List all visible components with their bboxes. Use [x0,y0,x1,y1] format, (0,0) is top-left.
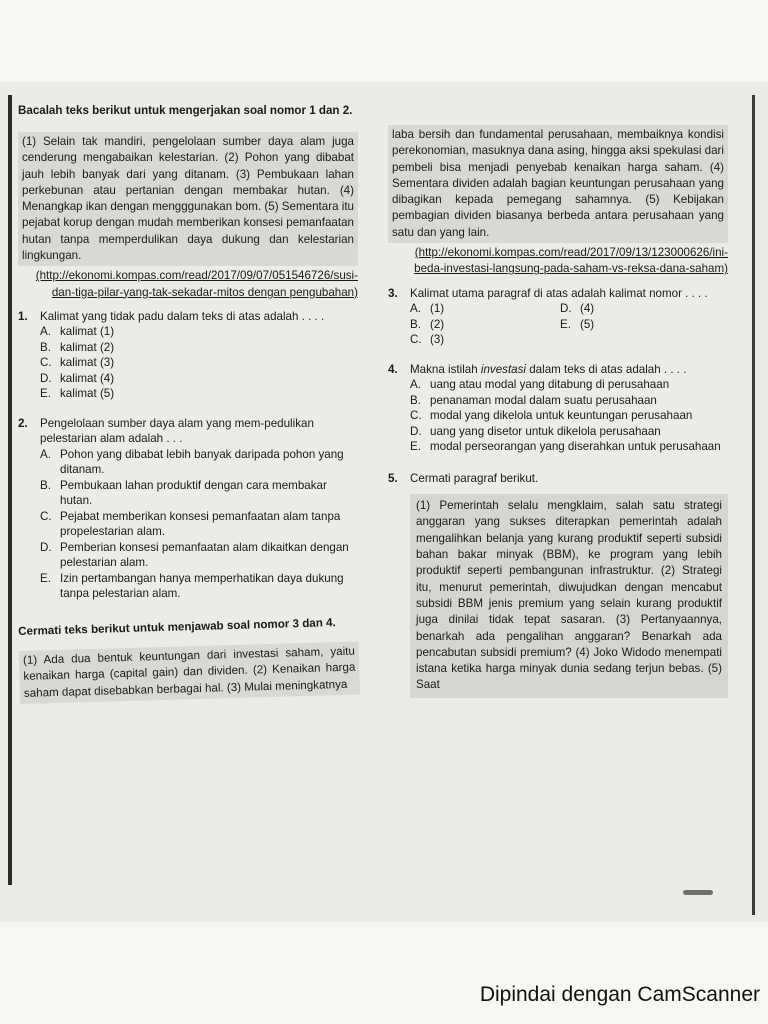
option-text: kalimat (2) [60,340,115,354]
right-column [388,125,728,698]
option-b [40,478,358,509]
option-letter: A. [410,378,421,392]
option-text: kalimat (5) [60,387,115,401]
question-stem [410,362,728,378]
option-text: Pohon yang dibabat lebih banyak daripada pohon yang ditanam. [60,447,344,477]
option-a [410,377,728,393]
option-text: Izin pertambangan hanya memperhatikan daya dukung tanpa pelestarian alam. [60,571,344,601]
option-text: Pejabat memberikan konsesi pemanfaatan alam tanpa propelestarian alam. [60,509,341,539]
option-text: (3) [430,333,445,347]
option-letter: C. [410,333,422,347]
passage-1: (1) Selain tak mandiri, pengelolaan sumber daya alam juga cenderung mengabaikan kelestarian. (2) Pohon yang dibabat jauh lebih banyak dari yang ditanam. (3) Pembukaan lahan perkebunan atau pertanian dengan membakar hutan. (4) Menangkap ikan dengan mengggunakan bom. (5) Sementara itu pejabat korup dengan mudah memberikan konsesi pemanfaatan hutan tanpa memperdulikan daya dukung dan kelestarian lingkungan. [18,132,358,266]
option-e [560,317,710,333]
option-text: penanaman modal dalam suatu perusahaan [430,393,657,407]
question-4 [388,362,728,378]
option-b [40,340,358,356]
left-column [18,103,358,704]
passage-2-continued: laba bersih dan fundamental perusahaan, membaiknya kondisi perekonomian, masuknya dana asing, hingga aksi spekulasi dari pembeli bisa menjadi penyebab kenaikan harga saham. (4) Sementara dividen adalah bagian keuntungan perusahaan yang dibagikan kepada pemegang sahamnya. (5) Kebijakan pembagian dividen biasanya berbeda antara perusahaan yang satu dan yang lain. [388,125,728,243]
instruction-q1-2: Bacalah teks berikut untuk mengerjakan soal nomor 1 dan 2. [18,104,353,117]
question-number: 5. [388,471,398,485]
option-letter: D. [40,371,52,385]
option-c [40,509,358,540]
option-text: (1) [430,302,445,316]
option-d [560,301,710,317]
option-letter: B. [40,478,51,492]
option-letter: C. [40,509,52,523]
option-text: kalimat (3) [60,356,115,370]
instruction-q3-4: Cermati teks berikut untuk menjawab soal nomor 3 dan 4. [18,616,336,638]
option-a [410,301,560,317]
option-text: (4) [580,302,595,316]
option-letter: E. [410,440,421,454]
option-e [40,571,358,602]
option-text: Pemberian konsesi pemanfaatan alam dikaitkan dengan pelestarian alam. [60,540,349,570]
option-letter: C. [40,356,52,370]
stem-suffix: dalam teks di atas adalah . . . . [526,362,687,376]
question-1-options [40,324,358,402]
option-letter: D. [40,540,52,554]
skewed-section [18,614,360,703]
question-1 [18,309,358,325]
option-d [40,371,358,387]
option-letter: D. [410,424,422,438]
option-a [40,324,358,340]
passage-5: (1) Pemerintah selalu mengklaim, salah satu strategi anggaran yang sukses diterapkan pemerintah adalah mengalihkan belanja yang kurang produktif seperti subsidi bahan bakar minyak (BBM), ke program yang lebih produktif seperti pembangunan infrastruktur. (2) Strategi itu, menurut pemerintah, diwujudkan dengan mencabut subsidi BBM jenis premium yang selain kurang produktif juga dinilai tidak tepat sasaran. (3) Pertanyaannya, benarkah ada pengalihan anggaran? Benarkah ada pencabutan subsidi premium? (4) Joko Widodo menempati istana ketika harga minyak dunia sedang terjun bebas. (5) Saat [410,494,728,698]
option-letter: B. [40,340,51,354]
question-3-options [410,301,728,348]
question-stem: Cermati paragraf berikut. [410,471,539,485]
option-letter: A. [410,302,421,316]
option-b [410,393,728,409]
option-text: (5) [580,317,595,331]
option-b [410,317,560,333]
option-a [40,447,358,478]
option-letter: E. [40,387,51,401]
option-letter: E. [560,317,571,331]
option-c [410,332,560,348]
option-text: modal perseorangan yang diserahkan untuk perusahaan [430,440,721,454]
question-stem: Kalimat utama paragraf di atas adalah kalimat nomor . . . . [410,286,708,300]
option-text: kalimat (1) [60,325,115,339]
option-c [40,355,358,371]
option-c [410,408,728,424]
scan-smudge [683,890,713,895]
stem-prefix: Makna istilah [410,362,481,376]
option-letter: A. [40,325,51,339]
question-4-options [410,377,728,455]
option-text: (2) [430,317,445,331]
option-text: kalimat (4) [60,371,115,385]
question-3 [388,286,728,302]
passage-2-start: (1) Ada dua bentuk keuntungan dari investasi saham, yaitu kenaikan harga (capital gain) dan dividen. (2) Kenaikan harga saham dapat disebabkan berbagai hal. (3) Mulai meningkatnya [19,641,360,703]
question-number: 4. [388,362,398,376]
question-5 [388,471,728,487]
option-letter: E. [40,571,51,585]
question-number: 1. [18,309,28,323]
page-edge-right [752,95,755,915]
source-link-1: (http://ekonomi.kompas.com/read/2017/09/07/051546726/susi-dan-tiga-pilar-yang-tak-sekadar-mitos dengan pengubahan) [35,269,358,299]
stem-term: investasi [480,362,526,376]
question-number: 2. [18,416,28,430]
option-d [410,424,728,440]
option-letter: C. [410,409,422,423]
option-text: modal yang dikelola untuk keuntungan perusahaan [430,409,693,423]
option-d [40,540,358,571]
option-text: Pembukaan lahan produktif dengan cara membakar hutan. [60,478,327,508]
option-letter: D. [560,302,572,316]
question-number: 3. [388,286,398,300]
question-stem: Kalimat yang tidak padu dalam teks di atas adalah . . . . [40,309,325,323]
source-link-2: (http://ekonomi.kompas.com/read/2017/09/13/123000626/ini-beda-investasi-langsung-pada-saham-vs-reksa-dana-saham) [414,246,728,276]
question-stem: Pengelolaan sumber daya alam yang mem-pedulikan pelestarian alam adalah . . . [40,416,314,446]
option-letter: A. [40,447,51,461]
question-2 [18,416,358,447]
option-letter: B. [410,317,421,331]
camscanner-watermark: Dipindai dengan CamScanner [479,983,760,1006]
option-text: uang atau modal yang ditabung di perusahaan [430,378,670,392]
question-2-options [40,447,358,602]
option-e [40,386,358,402]
option-e [410,439,728,455]
page-edge-left [8,95,12,885]
option-letter: B. [410,393,421,407]
option-text: uang yang disetor untuk dikelola perusahaan [430,424,661,438]
